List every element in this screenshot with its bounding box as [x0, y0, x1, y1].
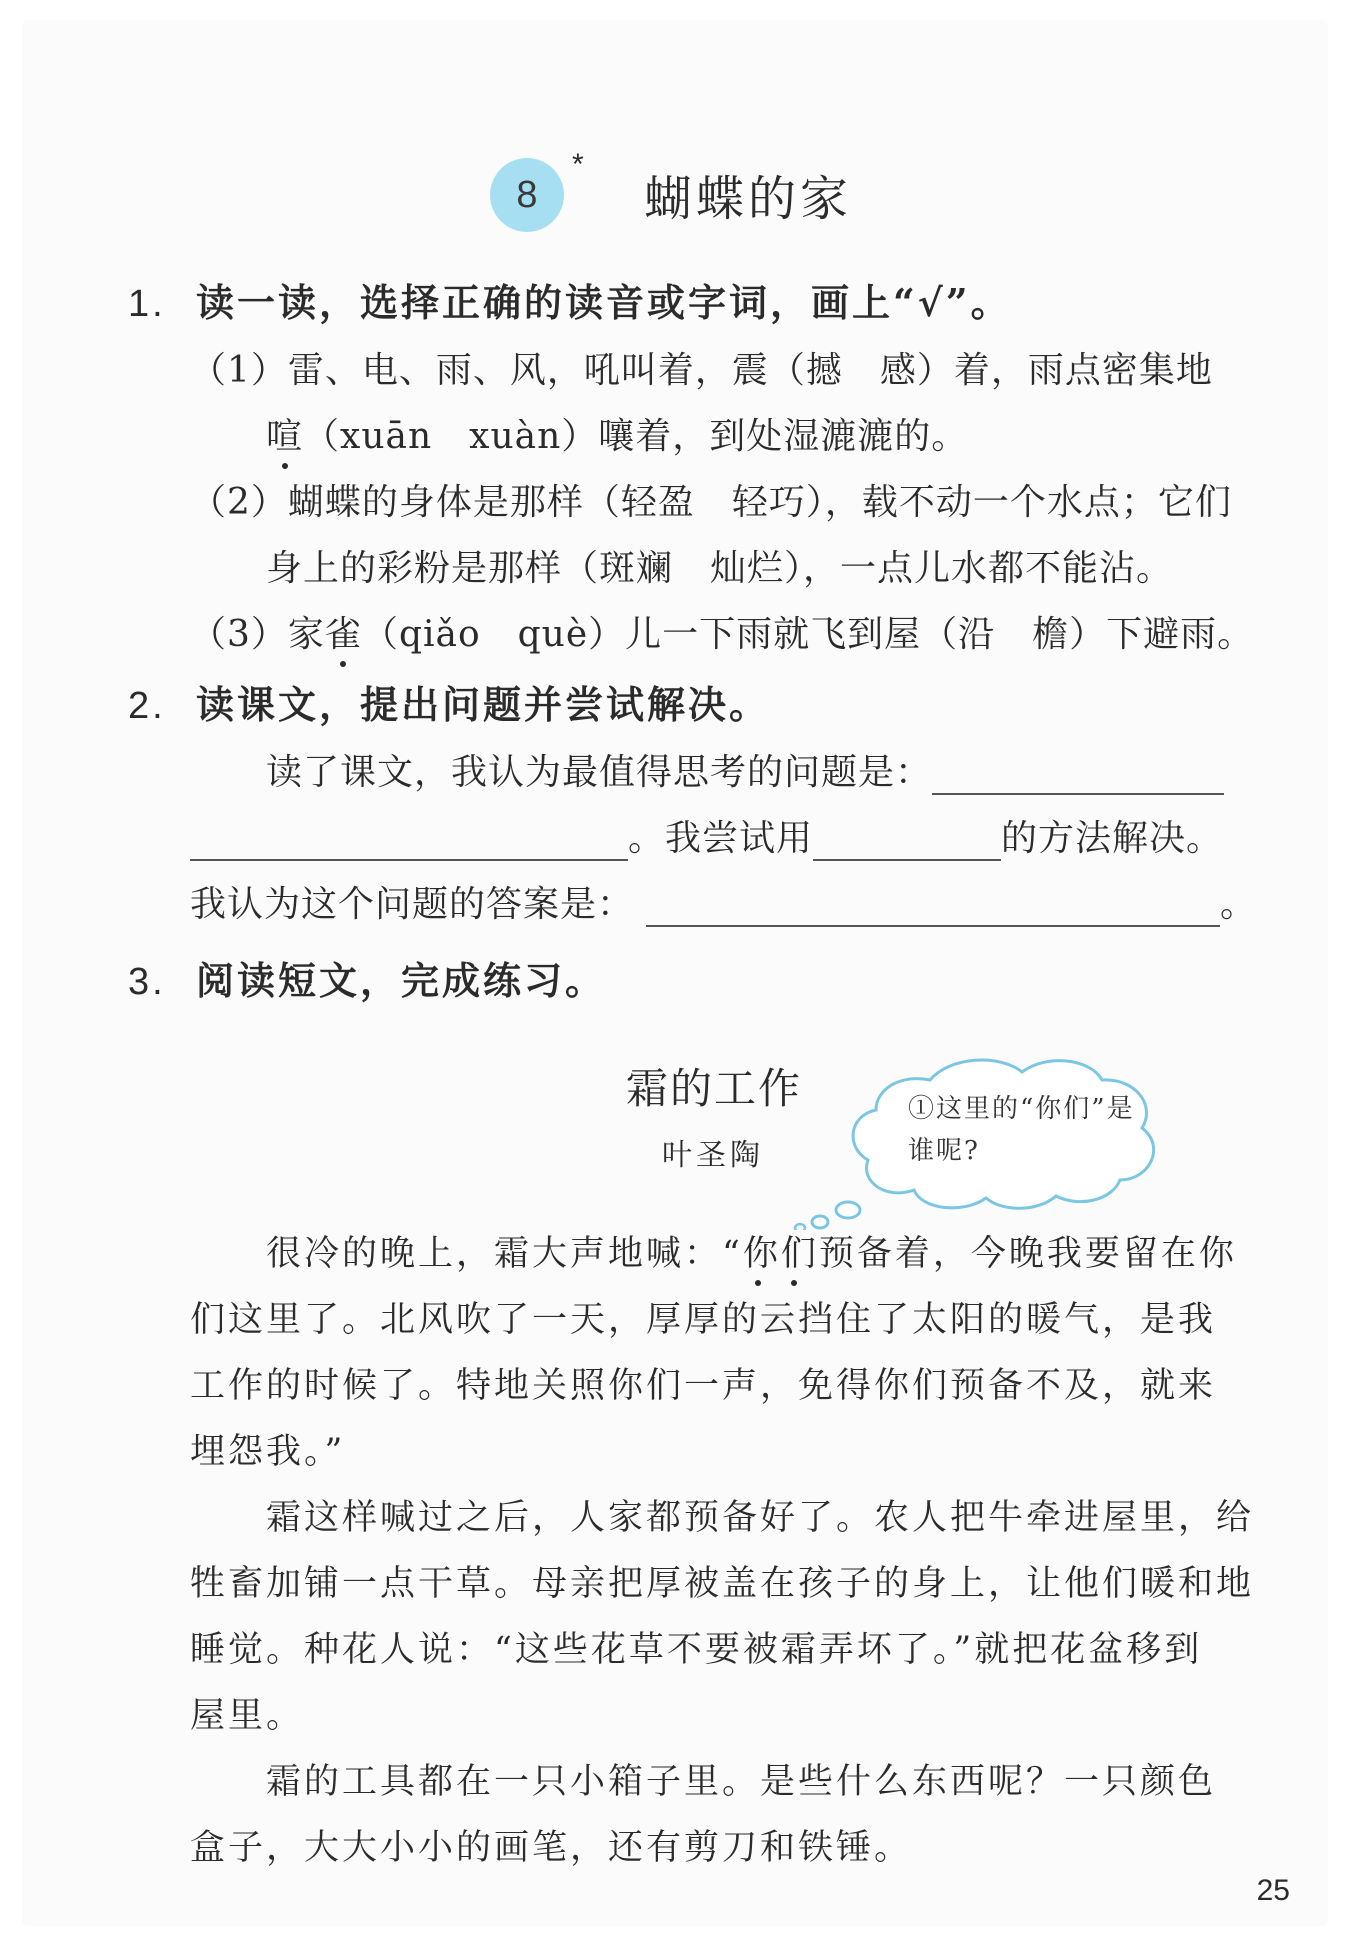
q1-number: 1.	[128, 283, 166, 325]
q2-question-blank-part2[interactable]	[190, 825, 628, 861]
q2-prompt: 读课文，提出问题并尝试解决。	[195, 682, 770, 727]
page-number: 25	[1256, 1874, 1290, 1907]
q3-prompt: 阅读短文，完成练习。	[195, 958, 606, 1003]
lesson-number: 8	[490, 158, 564, 232]
lesson-title: 蝴蝶的家	[644, 171, 853, 227]
thought-cloud-note: ①这里的“你们”是谁呢?	[908, 1094, 1135, 1166]
p1-marked-word-text: 你们	[742, 1234, 819, 1274]
passage-p3-line2: 盒子，大大小小的画笔，还有剪刀和铁锤。	[190, 1828, 913, 1868]
q2-line3	[190, 876, 1257, 927]
q2-line3-text: 我认为这个问题的答案是：	[190, 884, 635, 925]
q2-question-blank-part1[interactable]	[932, 759, 1224, 795]
q1-item-1-line2	[266, 408, 968, 459]
passage-title: 霜的工作	[626, 1064, 803, 1113]
q1-item-2-line2: 身上的彩粉是那样（斑斓 灿烂），一点儿水都不能沾。	[266, 548, 1174, 589]
q1-item-3-label: （3）	[190, 614, 288, 655]
passage-p2-line1: 霜这样喊过之后，人家都预备好了。农人把牛牵进屋里，给	[266, 1498, 1255, 1538]
q1-item-1-line1	[190, 342, 1213, 393]
passage-p3-line1: 霜的工具都在一只小箱子里。是些什么东西呢？一只颜色	[266, 1762, 1217, 1802]
q1-item-2-text: 蝴蝶的身体是那样（轻盈 轻巧），载不动一个水点；它们	[287, 482, 1232, 523]
q1-item-3-text-b: （qiǎo què）儿一下雨就飞到屋（沿 檐）下避雨。	[361, 614, 1255, 655]
passage-p2-line2: 牲畜加铺一点干草。母亲把厚被盖在孩子的身上，让他们暖和地	[190, 1564, 1255, 1604]
q1-item-1-text: 雷、电、雨、风，吼叫着，震（撼 感）着，雨点密集地	[287, 350, 1213, 391]
q1-item-3-line	[190, 606, 1254, 657]
q1-heading	[128, 272, 1012, 327]
q2-heading	[128, 674, 770, 729]
q1-prompt: 读一读，选择正确的读音或字词，画上“√”。	[195, 280, 1012, 325]
passage-p2-line3: 睡觉。种花人说：“这些花草不要被霜弄坏了。”就把花盆移到	[190, 1630, 1203, 1670]
p1-text-c: 预备着，今晚我要留在你	[818, 1234, 1237, 1274]
optional-star: *	[572, 148, 584, 181]
passage-p1-line2: 们这里了。北风吹了一天，厚厚的云挡住了太阳的暖气，是我	[190, 1300, 1217, 1340]
q2-number: 2.	[128, 685, 166, 727]
q2-line1-text: 读了课文，我认为最值得思考的问题是：	[266, 752, 933, 793]
passage-p1-line3: 工作的时候了。特地关照你们一声，免得你们预备不及，就来	[190, 1366, 1217, 1406]
emphasis-dot-2	[791, 1280, 797, 1286]
passage-p1-line1	[266, 1226, 1237, 1276]
q1-item-3-text-a: 家	[287, 614, 325, 655]
q2-line2-text: 。我尝试用	[628, 818, 814, 859]
q2-method-blank[interactable]	[813, 825, 1001, 861]
p1-marked-word	[743, 1234, 819, 1274]
q3-number: 3.	[128, 961, 166, 1003]
q1-item-1-label: （1）	[190, 350, 288, 391]
q2-line3-end: 。	[1220, 884, 1258, 925]
q1-item-1-text2: （xuān xuàn）嚷着，到处湿漉漉的。	[303, 416, 969, 457]
q2-line2-end: 的方法解决。	[1001, 818, 1224, 859]
q3-heading	[128, 950, 606, 1005]
q2-line1	[266, 744, 1224, 795]
q1-item-2-label: （2）	[190, 482, 288, 523]
emphasis-dot-1	[755, 1280, 761, 1286]
q1-item-3-marked-char: 雀	[324, 614, 362, 655]
passage-p1-line4: 埋怨我。”	[190, 1432, 346, 1472]
q1-item-2-line1	[190, 474, 1232, 525]
q1-item-1-marked-char: 喧	[266, 416, 304, 457]
passage-p2-line4: 屋里。	[190, 1696, 305, 1736]
q2-answer-blank[interactable]	[646, 891, 1220, 927]
q2-line2	[190, 810, 1223, 861]
passage-author: 叶圣陶	[662, 1138, 764, 1173]
p1-text-a: 很冷的晚上，霜大声地喊：“	[266, 1234, 743, 1274]
